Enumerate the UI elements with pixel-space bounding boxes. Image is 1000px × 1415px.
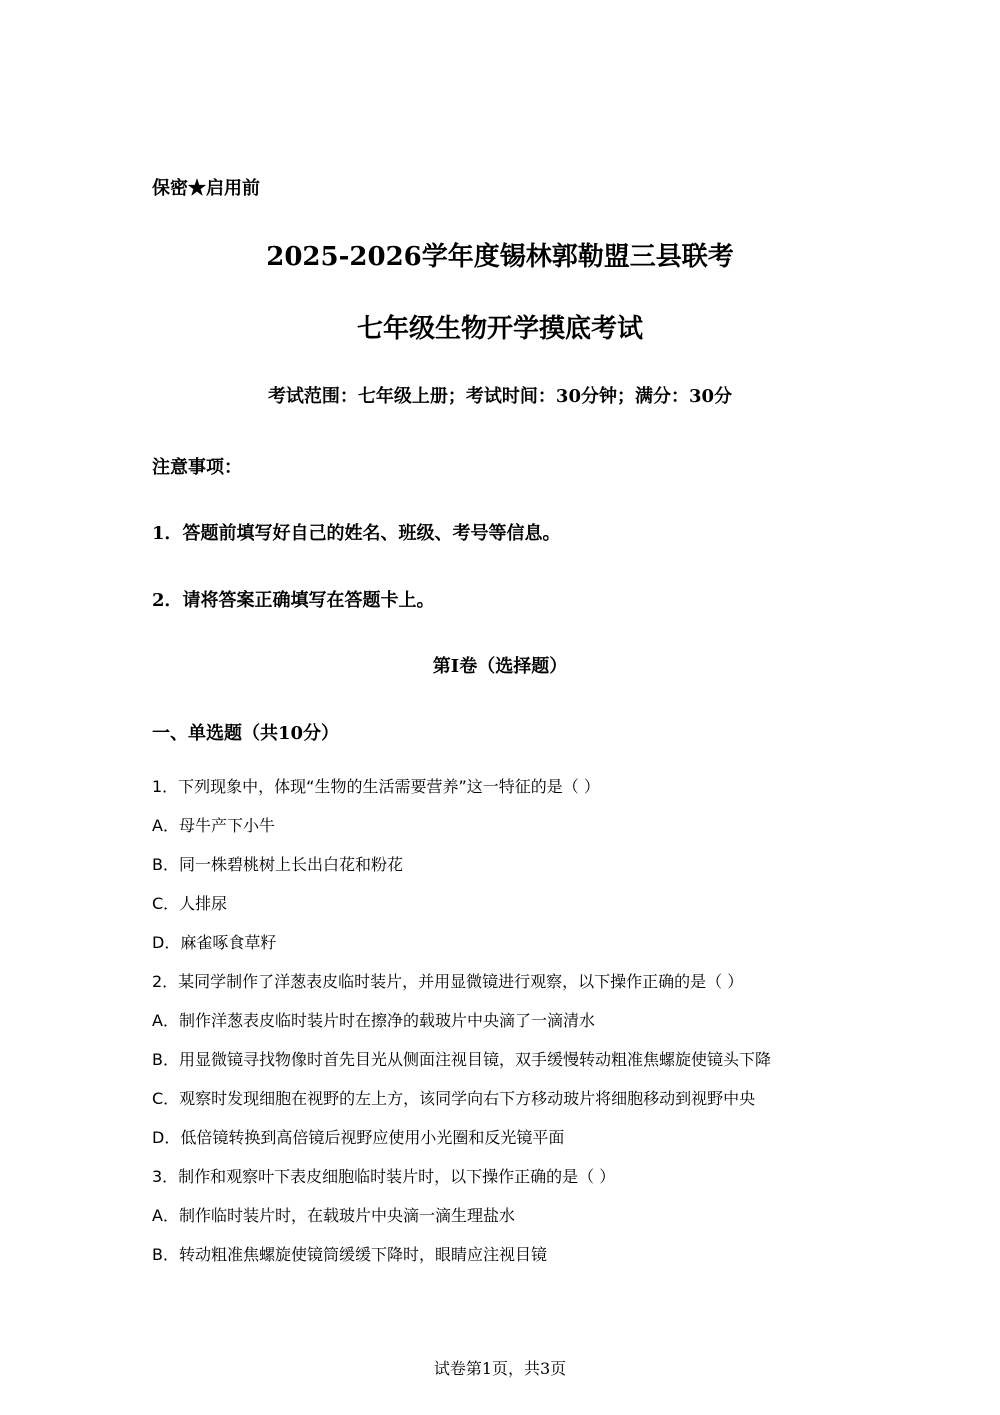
- question-2-stem: 2．某同学制作了洋葱表皮临时装片，并用显微镜进行观察，以下操作正确的是（ ）: [152, 972, 744, 991]
- section-title: 一、单选题（共10分）: [152, 723, 340, 744]
- question-1-option-c: C．人排尿: [152, 894, 228, 913]
- question-3-option-a: A．制作临时装片时，在载玻片中央滴一滴生理盐水: [152, 1206, 515, 1225]
- confidential-label: 保密★启用前: [152, 178, 260, 199]
- exam-subtitle: 七年级生物开学摸底考试: [356, 314, 643, 344]
- question-2-option-a: A．制作洋葱表皮临时装片时在擦净的载玻片中央滴了一滴清水: [152, 1011, 595, 1030]
- exam-scope: 考试范围：七年级上册；考试时间：30分钟；满分：30分: [267, 386, 733, 407]
- notice-item-2: 2．请将答案正确填写在答题卡上。: [152, 590, 435, 611]
- notice-item-1: 1．答题前填写好自己的姓名、班级、考号等信息。: [152, 523, 561, 544]
- part-title: 第I卷（选择题）: [432, 656, 568, 677]
- question-3-option-b: B．转动粗准焦螺旋使镜筒缓缓下降时，眼睛应注视目镜: [152, 1245, 547, 1264]
- question-1-option-a: A．母牛产下小牛: [152, 816, 275, 835]
- notice-heading: 注意事项：: [152, 457, 242, 478]
- question-1-option-b: B．同一株碧桃树上长出白花和粉花: [152, 855, 403, 874]
- question-2-option-d: D．低倍镜转换到高倍镜后视野应使用小光圈和反光镜平面: [152, 1128, 565, 1147]
- question-2-option-b: B．用显微镜寻找物像时首先目光从侧面注视目镜，双手缓慢转动粗准焦螺旋使镜头下降: [152, 1050, 771, 1069]
- question-1-option-d: D．麻雀啄食草籽: [152, 933, 277, 952]
- question-2-option-c: C．观察时发现细胞在视野的左上方，该同学向右下方移动玻片将细胞移动到视野中央: [152, 1089, 756, 1108]
- question-1-stem: 1．下列现象中，体现“生物的生活需要营养”这一特征的是（ ）: [152, 777, 600, 796]
- exam-title: 2025-2026学年度锡林郭勒盟三县联考: [266, 242, 734, 272]
- page-footer: 试卷第1页，共3页: [433, 1359, 567, 1378]
- question-3-stem: 3．制作和观察叶下表皮细胞临时装片时，以下操作正确的是（ ）: [152, 1167, 616, 1186]
